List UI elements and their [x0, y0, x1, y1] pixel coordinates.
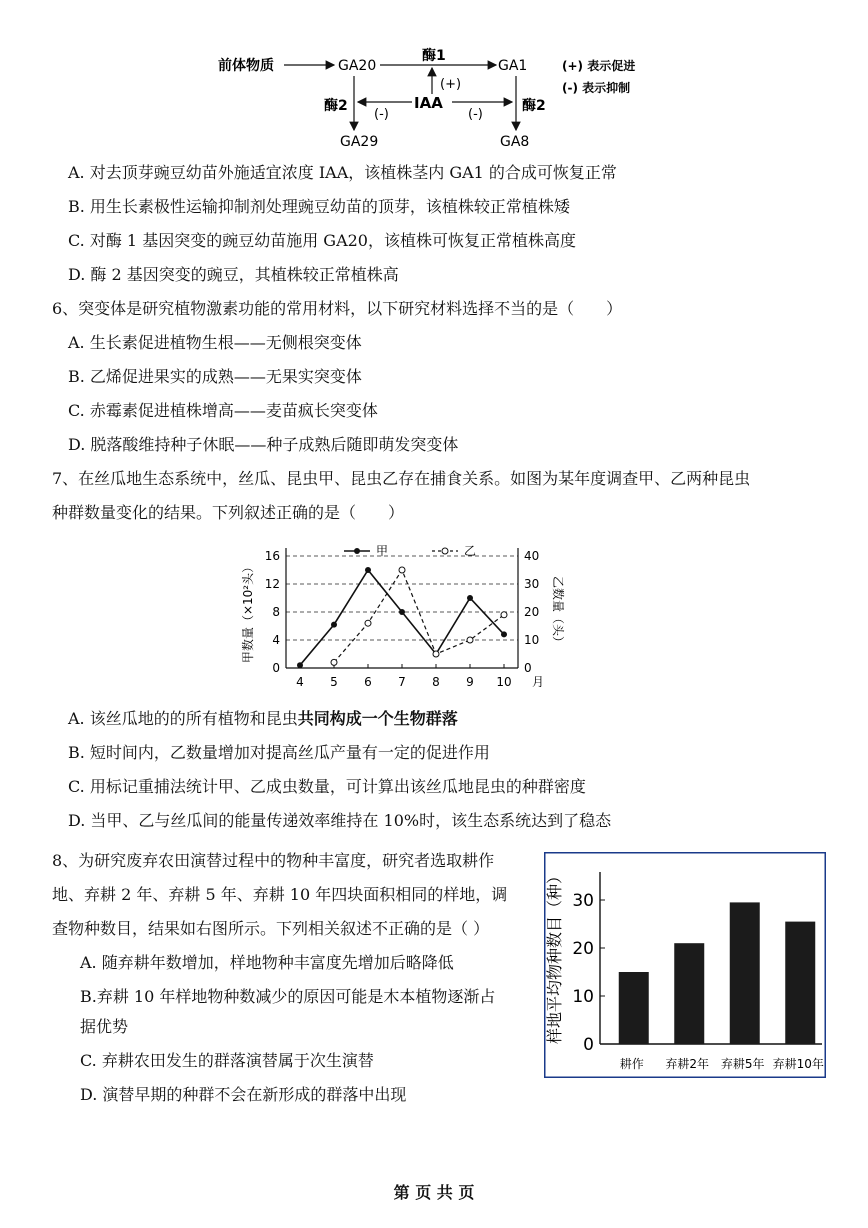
minus-right-label: (-)	[468, 107, 483, 122]
series-jia-point	[331, 622, 337, 628]
q8-stem-line3: 查物种数目，结果如右图所示。下列相关叙述不正确的是（ ）	[52, 919, 490, 938]
legend-jia-label: 甲	[376, 544, 389, 558]
q5-option-d: D. 酶 2 基因突变的豌豆，其植株较正常植株高	[68, 265, 399, 284]
y-axis-label: 甲数量（×10²头）	[241, 560, 255, 664]
series-jia-point	[399, 609, 405, 615]
q7-option-c: C. 用标记重捕法统计甲、乙成虫数量，可计算出该丝瓜地昆虫的种群密度	[68, 777, 586, 796]
q8-option-c: C. 弃耕农田发生的群落演替属于次生演替	[80, 1051, 374, 1070]
x-tick-label: 弃耕10年	[772, 1057, 824, 1071]
series-yi-point	[467, 637, 473, 643]
enzyme2-right-label: 酶2	[522, 98, 546, 114]
y-tick-label: 4	[272, 633, 280, 647]
y-tick-label: 20	[572, 939, 594, 959]
q6-option-b: B. 乙烯促进果实的成熟——无果实突变体	[68, 367, 362, 386]
q8-option-a: A. 随弃耕年数增加，样地物种丰富度先增加后略降低	[80, 953, 454, 972]
q8-stem-line2: 地、弃耕 2 年、弃耕 5 年、弃耕 10 年四块面积相同的样地，调	[52, 885, 508, 904]
q5-option-a: A. 对去顶芽豌豆幼苗外施适宜浓度 IAA，该植株茎内 GA1 的合成可恢复正常	[68, 163, 617, 182]
iaa-label: IAA	[414, 94, 443, 112]
legend-plus: (+) 表示促进	[562, 59, 636, 73]
y2-tick-label: 0	[524, 661, 532, 675]
q8-option-b: B.弃耕 10 年样地物种数减少的原因可能是木本植物逐渐占	[80, 987, 496, 1006]
y2-tick-label: 20	[524, 605, 540, 619]
x-tick-label: 弃耕5年	[720, 1057, 765, 1071]
x-tick-label: 耕作	[619, 1057, 644, 1071]
legend-yi-label: 乙	[464, 544, 477, 558]
enzyme2-left-label: 酶2	[324, 98, 348, 114]
y-tick-label: 30	[572, 891, 594, 911]
x-tick-label: 弃耕2年	[665, 1057, 710, 1071]
bar	[785, 922, 815, 1044]
plus-label: (+)	[440, 77, 462, 92]
y-tick-label: 8	[272, 605, 280, 619]
y2-tick-label: 10	[524, 633, 540, 647]
bar	[619, 972, 649, 1044]
x-tick-label: 5	[330, 675, 338, 689]
bar	[730, 902, 760, 1044]
species-richness-bar-chart	[544, 852, 826, 1078]
x-tick-label: 8	[432, 675, 440, 689]
q7-stem-line2: 种群数量变化的结果。下列叙述正确的是（ ）	[52, 503, 405, 522]
q7-option-a-bold: 共同构成一个生物群落	[297, 709, 458, 728]
y-tick-label: 16	[264, 549, 280, 563]
series-yi-point	[331, 659, 337, 665]
y-tick-label: 0	[583, 1035, 594, 1055]
minus-left-label: (-)	[374, 107, 389, 122]
q7-option-a-normal: A. 该丝瓜地的的所有植物和昆虫	[68, 709, 298, 728]
y-tick-label: 12	[264, 577, 280, 591]
y2-tick-label: 30	[524, 577, 540, 591]
bar	[674, 943, 704, 1044]
page-footer: 第 页 共 页	[393, 1183, 475, 1202]
series-jia-point	[467, 595, 473, 601]
y2-axis-label: 乙数量（头）	[551, 575, 565, 649]
gibberellin-pathway-diagram	[200, 44, 660, 156]
ga20-label: GA20	[338, 58, 377, 74]
q7-option-a	[68, 708, 458, 730]
x-tick-label: 10	[496, 675, 512, 689]
series-yi-point	[365, 620, 371, 626]
q6-option-c: C. 赤霉素促进植株增高——麦苗疯长突变体	[68, 401, 378, 420]
q5-option-c: C. 对酶 1 基因突变的豌豆幼苗施用 GA20，该植株可恢复正常植株高度	[68, 231, 576, 250]
q5-option-b: B. 用生长素极性运输抑制剂处理豌豆幼苗的顶芽，该植株较正常植株矮	[68, 197, 570, 216]
ga29-label: GA29	[340, 134, 379, 150]
series-yi-point	[399, 567, 405, 573]
y-tick-label: 0	[272, 661, 280, 675]
series-yi-point	[433, 651, 439, 657]
ga8-label: GA8	[500, 134, 530, 150]
x-tick-label: 9	[466, 675, 474, 689]
precursor-label: 前体物质	[218, 58, 274, 74]
enzyme1-label: 酶1	[422, 48, 446, 64]
series-yi-point	[501, 612, 507, 618]
series-jia-point	[365, 567, 371, 573]
insect-population-chart	[236, 542, 566, 694]
q6-option-a: A. 生长素促进植物生根——无侧根突变体	[68, 333, 362, 352]
x-tick-label: 6	[364, 675, 372, 689]
y-tick-label: 10	[572, 987, 594, 1007]
q8-option-b-cont: 据优势	[80, 1017, 129, 1036]
q8-stem-line1: 8、为研究废弃农田演替过程中的物种丰富度，研究者选取耕作	[52, 851, 495, 870]
q6-option-d: D. 脱落酸维持种子休眠——种子成熟后随即萌发突变体	[68, 435, 459, 454]
legend-jia-marker	[354, 548, 360, 554]
x-axis-label: 月	[532, 675, 545, 689]
x-tick-label: 7	[398, 675, 406, 689]
series-jia-point	[297, 662, 303, 668]
legend-minus: (-) 表示抑制	[562, 81, 631, 95]
legend-yi-marker	[442, 548, 448, 554]
q7-stem-line1: 7、在丝瓜地生态系统中，丝瓜、昆虫甲、昆虫乙存在捕食关系。如图为某年度调查甲、乙两种昆虫	[52, 469, 751, 488]
ga1-label: GA1	[498, 58, 528, 74]
q7-option-d: D. 当甲、乙与丝瓜间的能量传递效率维持在 10%时，该生态系统达到了稳态	[68, 811, 612, 830]
q8-option-d: D. 演替早期的种群不会在新形成的群落中出现	[80, 1085, 407, 1104]
series-jia-point	[501, 631, 507, 637]
x-tick-label: 4	[296, 675, 304, 689]
y2-tick-label: 40	[524, 549, 540, 563]
q6-stem: 6、突变体是研究植物激素功能的常用材料，以下研究材料选择不当的是（ ）	[52, 299, 623, 318]
q7-option-b: B. 短时间内，乙数量增加对提高丝瓜产量有一定的促进作用	[68, 743, 490, 762]
y-axis-label: 样地平均物种数目（种）	[545, 867, 564, 1045]
